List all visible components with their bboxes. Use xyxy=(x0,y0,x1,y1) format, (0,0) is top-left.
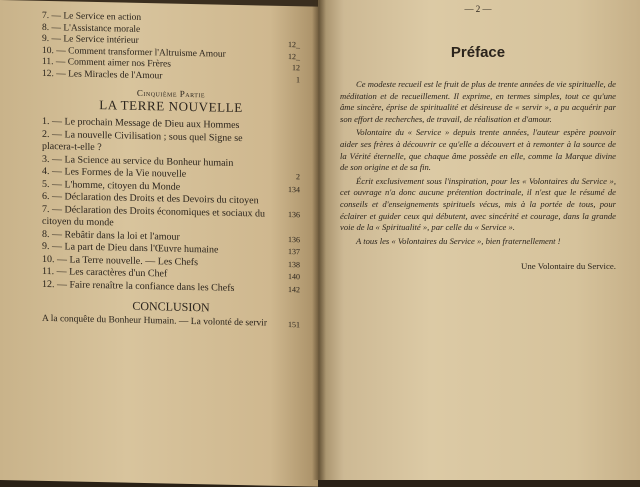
toc-item-page xyxy=(280,158,300,171)
toc-item-label: 11. — Comment aimer nos Frères xyxy=(42,56,171,70)
toc-item-label: 2. — La nouvelle Civilisation ; sous quel Signe se placera-t-elle ? xyxy=(42,128,243,154)
toc-item-label: 4. — Les Formes de la Vie nouvelle xyxy=(42,165,187,180)
toc-item-page: 1 xyxy=(296,74,300,84)
toc-item-label: 12. — Les Miracles de l'Amour xyxy=(42,68,163,81)
toc-item-page: 140 xyxy=(288,272,300,282)
toc-item-page: 12_ xyxy=(288,51,300,61)
part-title: LA TERRE NOUVELLE xyxy=(99,97,243,116)
page-number: — 2 — xyxy=(464,4,492,14)
toc-item-label: 8. — Rebâtir dans la loi et l'amour xyxy=(42,228,180,243)
conclusion-title: CONCLUSION xyxy=(132,298,210,315)
toc-item-page xyxy=(280,196,300,209)
preface-paragraph-1: Ce modeste recueil est le fruit de plus de trente années de vie spirituelle, de méditation et de recueillement. Il exprime, en termes simples, tout ce qu'une âme sincère, éprise de spiritualité et désireuse de « servir », a pu acquérir par son effort de recherches, de travail, de réalisation et d'amour. xyxy=(340,79,616,124)
toc-item-page xyxy=(280,133,300,158)
toc-item-label: 10. — La Terre nouvelle. — Les Chefs xyxy=(42,253,199,268)
part-subtitle: Cinquième Partie xyxy=(136,87,206,100)
toc-item-page xyxy=(280,121,300,134)
toc-item-page: 136 xyxy=(288,234,300,244)
toc-item-page: 142 xyxy=(288,284,300,294)
conclusion-item-label: A la conquête du Bonheur Humain. — La volonté de servir xyxy=(42,313,268,329)
toc-item-label: 10. — Comment transformer l'Altruisme Amour xyxy=(42,45,226,60)
left-page-table-of-contents xyxy=(0,0,318,487)
book-gutter xyxy=(312,0,326,480)
toc-item-label: 9. — Le Service intérieur xyxy=(42,33,139,46)
toc-item-label: 3. — La Science au service du Bonheur humain xyxy=(42,153,234,169)
preface-paragraph-4: A tous les « Volontaires du Service », bien fraternellement ! xyxy=(356,235,561,246)
toc-item-page: 137 xyxy=(288,247,300,257)
toc-item-page: 136 xyxy=(288,209,300,219)
toc-item-page: 134 xyxy=(288,184,300,194)
toc-item-page: 12 xyxy=(292,63,300,73)
toc-item-label: 11. — Les caractères d'un Chef xyxy=(42,265,168,280)
preface-signature: Une Volontaire du Service. xyxy=(521,261,616,272)
toc-item-page xyxy=(280,27,300,39)
preface-paragraph-3: Écrit exclusivement sous l'inspiration, pour les « Volontaires du Service », cet ouvrage n'a donc aucune prétention doctrinale, il n'est que le résumé de conseils et d'enseignements spirituels vécus, mis à la portée de tous, pour éclairer et guider ceux qui débutent, avec sincérité et courage, dans la grande voie de la « Spiritualité », par celle du « Service ». xyxy=(340,175,616,233)
toc-item-label: 6. — Déclaration des Droits et des Devoirs du citoyen xyxy=(42,190,259,207)
toc-item-label: 5. — L'homme, citoyen du Monde xyxy=(42,178,181,193)
conclusion-item-page: 151 xyxy=(288,320,300,330)
toc-item-page xyxy=(280,16,300,28)
toc-item-page: 12_ xyxy=(288,40,300,50)
toc-top-list xyxy=(42,11,300,85)
preface-paragraph-2: Volontaire du « Service » depuis trente années, l'auteur espère pouvoir aider ses frères à découvrir ce qu'elle a découvert et à remonter à la source de la Vérité éternelle, que chaque âme possède en elle, comme la Marque divine de son origine et de sa fin. xyxy=(340,127,616,173)
toc-item-label: 7. — Le Service en action xyxy=(42,10,142,23)
toc-item-label: 12. — Faire renaître la confiance dans les Chefs xyxy=(42,278,235,294)
toc-item-label: 8. — L'Assistance morale xyxy=(42,22,141,35)
toc-item-label: 7. — Déclaration des Droits économiques et sociaux du citoyen du monde xyxy=(42,203,265,229)
toc-part-list xyxy=(42,116,300,296)
toc-item-page: 138 xyxy=(288,259,300,269)
toc-item-label: 9. — La part de Dieu dans l'Œuvre humaine xyxy=(42,240,219,256)
preface-title: Préface xyxy=(450,44,506,61)
right-page-preface xyxy=(318,0,640,480)
preface-body xyxy=(340,79,616,247)
toc-item-label: 1. — Le prochain Message de Dieu aux Hommes xyxy=(42,115,240,132)
toc-item-page: 2 xyxy=(296,172,300,182)
